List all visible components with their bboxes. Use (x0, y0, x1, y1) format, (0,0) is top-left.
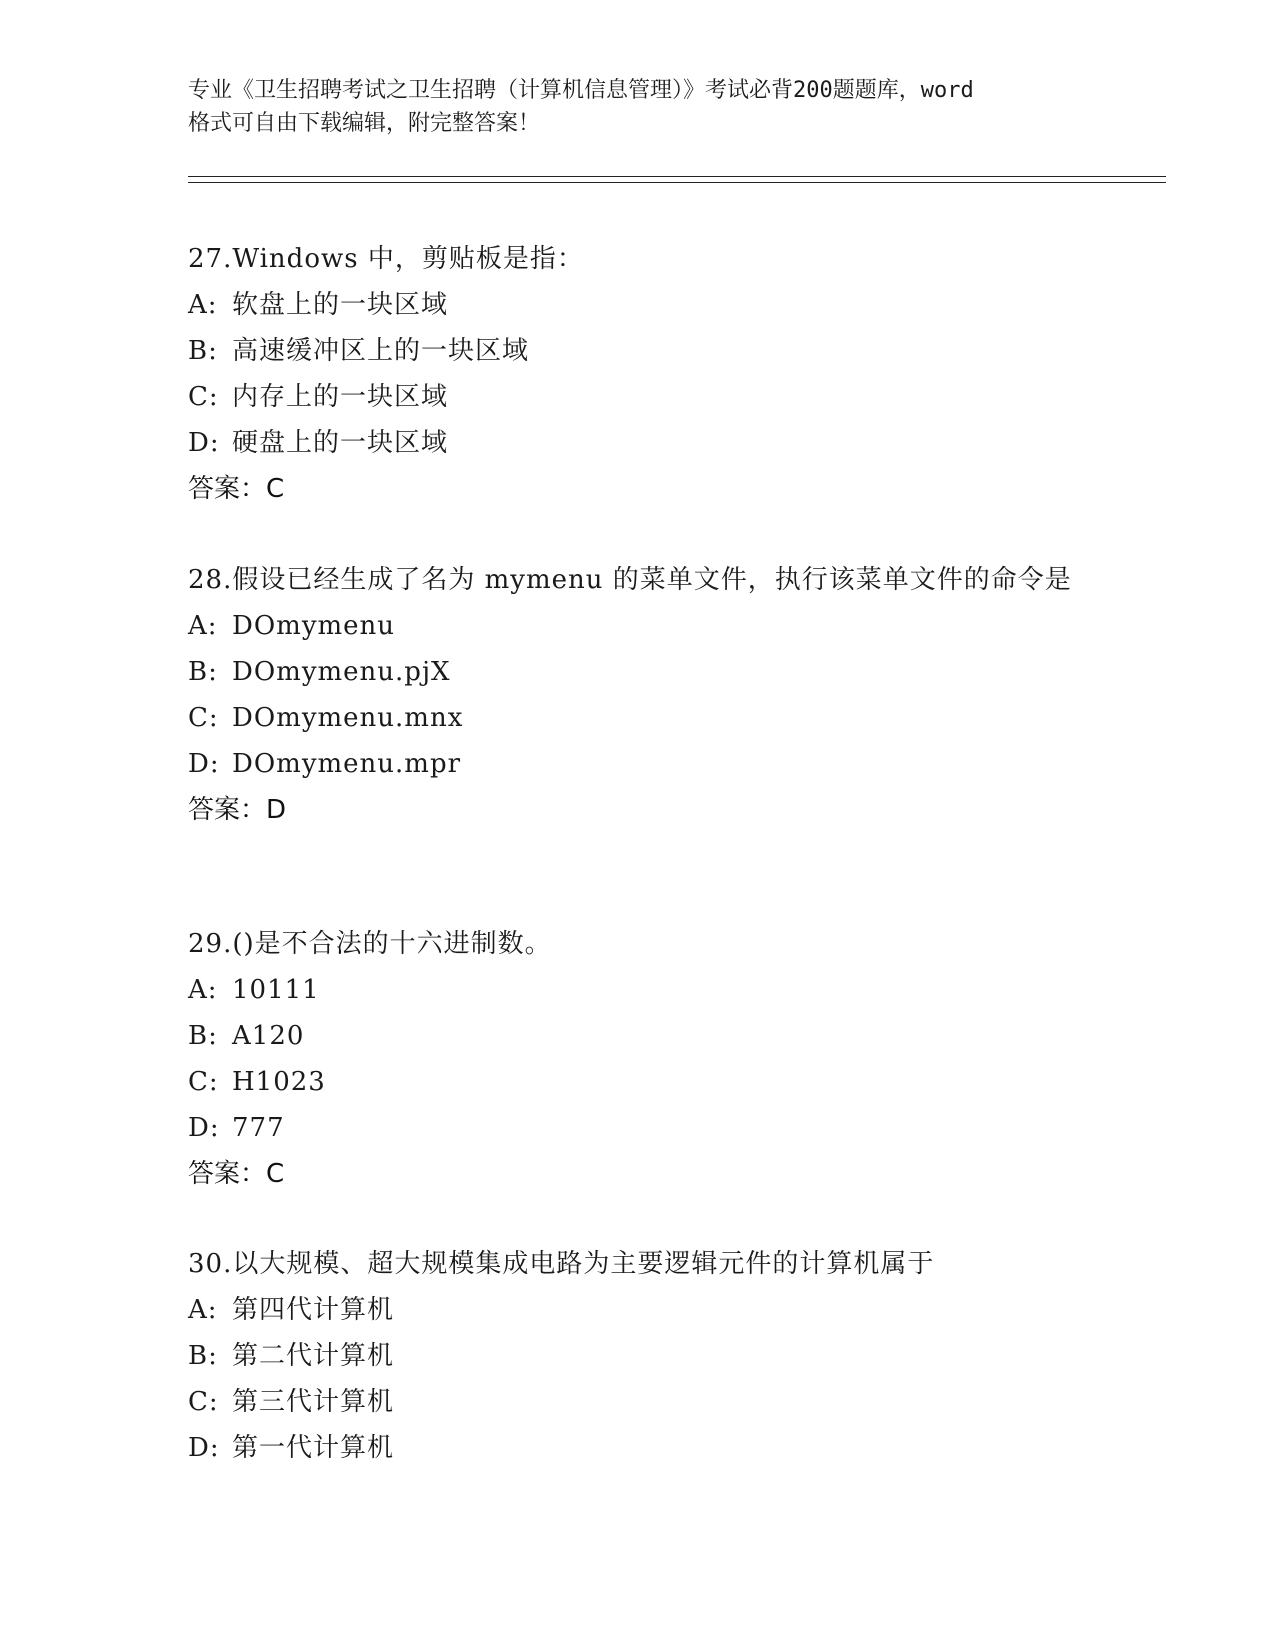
option-b (188, 1013, 1088, 1059)
option-text: 内存上的一块区域 (232, 382, 449, 412)
option-b (188, 1333, 1088, 1379)
option-text: H1023 (232, 1067, 326, 1097)
option-text: 第三代计算机 (232, 1387, 395, 1417)
option-d (188, 420, 1088, 466)
question-stem: 30.以大规模、超大规模集成电路为主要逻辑元件的计算机属于 (188, 1249, 935, 1279)
option-a (188, 282, 1088, 328)
option-letter: A: (188, 611, 218, 641)
option-text: 10111 (232, 975, 320, 1005)
option-text: 第一代计算机 (232, 1433, 395, 1463)
option-letter: C: (188, 1387, 219, 1417)
option-a (188, 603, 1088, 649)
option-a (188, 967, 1088, 1013)
option-letter: D: (188, 428, 220, 458)
option-letter: A: (188, 290, 218, 320)
option-d (188, 1425, 1088, 1471)
option-d (188, 741, 1088, 787)
option-letter: C: (188, 1067, 219, 1097)
option-text: DOmymenu.mnx (232, 703, 464, 733)
option-letter: D: (188, 749, 220, 779)
option-b (188, 328, 1088, 374)
option-letter: B: (188, 657, 218, 687)
option-text: 硬盘上的一块区域 (232, 428, 449, 458)
option-letter: A: (188, 1295, 218, 1325)
question-stem: 27.Windows 中，剪贴板是指： (188, 244, 584, 274)
question-stem: 28.假设已经生成了名为 mymenu 的菜单文件，执行该菜单文件的命令是 (188, 565, 1072, 595)
option-letter: B: (188, 1021, 218, 1051)
option-c (188, 1059, 1088, 1105)
answer: 答案：C (188, 474, 285, 504)
option-b (188, 649, 1088, 695)
option-c (188, 695, 1088, 741)
option-text: 软盘上的一块区域 (232, 290, 449, 320)
option-c (188, 374, 1088, 420)
option-letter: C: (188, 382, 219, 412)
option-letter: D: (188, 1433, 220, 1463)
header-divider-bottom (188, 182, 1166, 183)
option-text: A120 (232, 1021, 305, 1051)
question-29 (188, 921, 1088, 1197)
answer: 答案：C (188, 1159, 285, 1189)
option-text: DOmymenu (232, 611, 396, 641)
question-27 (188, 236, 1088, 512)
question-30 (188, 1241, 1088, 1471)
option-letter: D: (188, 1113, 220, 1143)
header-line-2: 格式可自由下载编辑，附完整答案！ (188, 111, 541, 136)
option-text: DOmymenu.pjX (232, 657, 451, 687)
option-d (188, 1105, 1088, 1151)
option-letter: A: (188, 975, 218, 1005)
option-c (188, 1379, 1088, 1425)
option-text: DOmymenu.mpr (232, 749, 462, 779)
option-a (188, 1287, 1088, 1333)
header-divider-top (188, 176, 1166, 177)
answer: 答案：D (188, 795, 287, 825)
option-letter: B: (188, 336, 218, 366)
option-text: 高速缓冲区上的一块区域 (232, 336, 530, 366)
option-text: 777 (232, 1113, 285, 1143)
option-letter: B: (188, 1341, 218, 1371)
option-text: 第二代计算机 (232, 1341, 395, 1371)
header-line-1: 专业《卫生招聘考试之卫生招聘（计算机信息管理）》考试必背200题题库，word (188, 78, 974, 103)
question-28 (188, 557, 1088, 833)
question-stem: 29.()是不合法的十六进制数。 (188, 929, 552, 959)
option-letter: C: (188, 703, 219, 733)
document-header (188, 74, 1088, 140)
option-text: 第四代计算机 (232, 1295, 395, 1325)
